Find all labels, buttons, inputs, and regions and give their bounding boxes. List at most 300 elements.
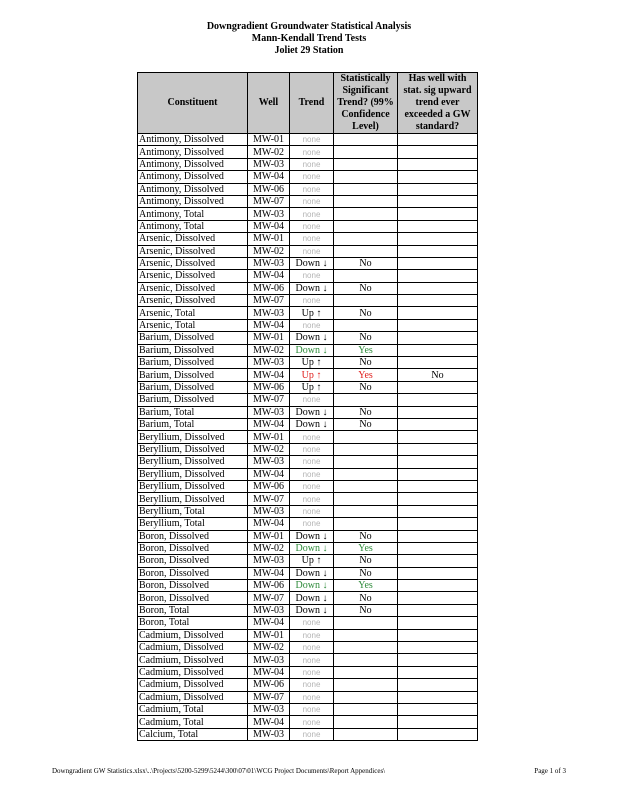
trend-cell: none xyxy=(290,431,334,443)
gw-exceeded-cell xyxy=(398,642,478,654)
trend-cell: Down ↓ xyxy=(290,406,334,418)
trend-cell: none xyxy=(290,158,334,170)
trend-cell: none xyxy=(290,270,334,282)
constituent-cell: Antimony, Dissolved xyxy=(138,171,248,183)
significance-cell xyxy=(334,456,398,468)
well-cell: MW-04 xyxy=(248,468,290,480)
significance-cell xyxy=(334,171,398,183)
trend-cell: none xyxy=(290,171,334,183)
constituent-cell: Boron, Total xyxy=(138,604,248,616)
well-cell: MW-04 xyxy=(248,418,290,430)
constituent-cell: Barium, Total xyxy=(138,406,248,418)
gw-exceeded-cell xyxy=(398,542,478,554)
trend-cell: none xyxy=(290,220,334,232)
table-row xyxy=(138,468,478,480)
table-row xyxy=(138,245,478,257)
significance-cell xyxy=(334,703,398,715)
constituent-cell: Boron, Dissolved xyxy=(138,530,248,542)
well-cell: MW-03 xyxy=(248,357,290,369)
constituent-cell: Arsenic, Dissolved xyxy=(138,257,248,269)
gw-exceeded-cell xyxy=(398,381,478,393)
table-row xyxy=(138,270,478,282)
trend-cell: none xyxy=(290,233,334,245)
constituent-cell: Antimony, Dissolved xyxy=(138,183,248,195)
gw-exceeded-cell xyxy=(398,691,478,703)
trend-cell: none xyxy=(290,195,334,207)
gw-exceeded-cell xyxy=(398,282,478,294)
gw-exceeded-cell xyxy=(398,505,478,517)
constituent-cell: Barium, Dissolved xyxy=(138,381,248,393)
well-cell: MW-02 xyxy=(248,344,290,356)
trend-cell: none xyxy=(290,394,334,406)
gw-exceeded-cell xyxy=(398,679,478,691)
significance-cell: No xyxy=(334,282,398,294)
table-row xyxy=(138,257,478,269)
well-cell: MW-02 xyxy=(248,443,290,455)
trend-cell: Up ↑ xyxy=(290,381,334,393)
trend-cell: none xyxy=(290,480,334,492)
trend-cell: Down ↓ xyxy=(290,530,334,542)
trend-cell: none xyxy=(290,319,334,331)
well-cell: MW-01 xyxy=(248,233,290,245)
constituent-cell: Beryllium, Dissolved xyxy=(138,456,248,468)
significance-cell xyxy=(334,146,398,158)
gw-exceeded-cell xyxy=(398,629,478,641)
well-cell: MW-01 xyxy=(248,134,290,146)
constituent-cell: Boron, Dissolved xyxy=(138,592,248,604)
constituent-cell: Barium, Dissolved xyxy=(138,394,248,406)
trend-cell: none xyxy=(290,691,334,703)
table-row xyxy=(138,183,478,195)
constituent-cell: Beryllium, Dissolved xyxy=(138,431,248,443)
significance-cell xyxy=(334,195,398,207)
table-row xyxy=(138,171,478,183)
gw-exceeded-cell xyxy=(398,208,478,220)
constituent-cell: Antimony, Dissolved xyxy=(138,146,248,158)
table-row xyxy=(138,604,478,616)
trend-cell: Down ↓ xyxy=(290,580,334,592)
significance-cell: Yes xyxy=(334,542,398,554)
well-cell: MW-01 xyxy=(248,332,290,344)
gw-exceeded-cell xyxy=(398,183,478,195)
constituent-cell: Cadmium, Dissolved xyxy=(138,642,248,654)
constituent-cell: Cadmium, Dissolved xyxy=(138,691,248,703)
col-header-trend: Trend xyxy=(290,73,334,134)
well-cell: MW-02 xyxy=(248,245,290,257)
significance-cell xyxy=(334,505,398,517)
table-row xyxy=(138,518,478,530)
table-row xyxy=(138,679,478,691)
gw-exceeded-cell xyxy=(398,580,478,592)
constituent-cell: Barium, Dissolved xyxy=(138,344,248,356)
trend-cell: none xyxy=(290,703,334,715)
significance-cell xyxy=(334,431,398,443)
well-cell: MW-01 xyxy=(248,530,290,542)
significance-cell xyxy=(334,518,398,530)
constituent-cell: Cadmium, Dissolved xyxy=(138,629,248,641)
trend-cell: Down ↓ xyxy=(290,282,334,294)
constituent-cell: Boron, Dissolved xyxy=(138,555,248,567)
significance-cell xyxy=(334,443,398,455)
gw-exceeded-cell xyxy=(398,158,478,170)
significance-cell: No xyxy=(334,406,398,418)
gw-exceeded-cell xyxy=(398,567,478,579)
gw-exceeded-cell xyxy=(398,666,478,678)
gw-exceeded-cell xyxy=(398,332,478,344)
well-cell: MW-06 xyxy=(248,183,290,195)
well-cell: MW-01 xyxy=(248,431,290,443)
significance-cell: No xyxy=(334,381,398,393)
gw-exceeded-cell xyxy=(398,220,478,232)
title-line-2: Mann-Kendall Trend Tests xyxy=(251,33,367,44)
significance-cell: No xyxy=(334,307,398,319)
well-cell: MW-07 xyxy=(248,592,290,604)
trend-cell: Up ↑ xyxy=(290,307,334,319)
gw-exceeded-cell xyxy=(398,344,478,356)
gw-exceeded-cell xyxy=(398,728,478,740)
constituent-cell: Arsenic, Dissolved xyxy=(138,245,248,257)
constituent-cell: Barium, Dissolved xyxy=(138,357,248,369)
table-row xyxy=(138,728,478,740)
significance-cell xyxy=(334,208,398,220)
gw-exceeded-cell xyxy=(398,604,478,616)
table-header-row xyxy=(138,73,478,134)
table-row xyxy=(138,332,478,344)
constituent-cell: Calcium, Total xyxy=(138,728,248,740)
significance-cell xyxy=(334,480,398,492)
gw-exceeded-cell xyxy=(398,555,478,567)
constituent-cell: Beryllium, Dissolved xyxy=(138,493,248,505)
table-row xyxy=(138,394,478,406)
significance-cell: No xyxy=(334,530,398,542)
gw-exceeded-cell xyxy=(398,134,478,146)
significance-cell: No xyxy=(334,555,398,567)
table-row xyxy=(138,406,478,418)
trend-cell: Down ↓ xyxy=(290,542,334,554)
table-row xyxy=(138,357,478,369)
well-cell: MW-01 xyxy=(248,629,290,641)
well-cell: MW-04 xyxy=(248,666,290,678)
well-cell: MW-04 xyxy=(248,270,290,282)
significance-cell: No xyxy=(334,604,398,616)
trend-cell: Down ↓ xyxy=(290,604,334,616)
constituent-cell: Beryllium, Total xyxy=(138,505,248,517)
col-header-well: Well xyxy=(248,73,290,134)
well-cell: MW-03 xyxy=(248,456,290,468)
trend-cell: Down ↓ xyxy=(290,592,334,604)
col-header-significant: Statistically Significant Trend? (99% Confidence Level) xyxy=(334,73,398,134)
trend-cell: none xyxy=(290,245,334,257)
table-row xyxy=(138,233,478,245)
well-cell: MW-07 xyxy=(248,195,290,207)
significance-cell: No xyxy=(334,257,398,269)
gw-exceeded-cell xyxy=(398,456,478,468)
col-header-exceeded: Has well with stat. sig upward trend ever exceeded a GW standard? xyxy=(398,73,478,134)
well-cell: MW-06 xyxy=(248,381,290,393)
title-line-1: Downgradient Groundwater Statistical Analysis xyxy=(206,21,412,32)
title-line-3: Joliet 29 Station xyxy=(274,45,344,56)
col-header-constituent: Constituent xyxy=(138,73,248,134)
trend-cell: Up ↑ xyxy=(290,357,334,369)
table-row xyxy=(138,654,478,666)
constituent-cell: Boron, Dissolved xyxy=(138,567,248,579)
gw-exceeded-cell xyxy=(398,146,478,158)
well-cell: MW-04 xyxy=(248,716,290,728)
trend-cell: none xyxy=(290,679,334,691)
trend-cell: none xyxy=(290,493,334,505)
constituent-cell: Beryllium, Total xyxy=(138,518,248,530)
gw-exceeded-cell xyxy=(398,443,478,455)
significance-cell xyxy=(334,220,398,232)
significance-cell xyxy=(334,295,398,307)
trend-cell: none xyxy=(290,468,334,480)
well-cell: MW-06 xyxy=(248,679,290,691)
well-cell: MW-07 xyxy=(248,493,290,505)
well-cell: MW-07 xyxy=(248,295,290,307)
table-row xyxy=(138,134,478,146)
constituent-cell: Antimony, Total xyxy=(138,220,248,232)
significance-cell xyxy=(334,233,398,245)
well-cell: MW-06 xyxy=(248,580,290,592)
gw-exceeded-cell xyxy=(398,270,478,282)
trend-cell: none xyxy=(290,518,334,530)
well-cell: MW-03 xyxy=(248,307,290,319)
well-cell: MW-04 xyxy=(248,171,290,183)
trend-cell: none xyxy=(290,617,334,629)
constituent-cell: Antimony, Dissolved xyxy=(138,195,248,207)
well-cell: MW-03 xyxy=(248,158,290,170)
table-row xyxy=(138,480,478,492)
well-cell: MW-03 xyxy=(248,604,290,616)
significance-cell xyxy=(334,728,398,740)
well-cell: MW-03 xyxy=(248,257,290,269)
trend-cell: none xyxy=(290,134,334,146)
well-cell: MW-07 xyxy=(248,691,290,703)
significance-cell xyxy=(334,493,398,505)
trend-cell: none xyxy=(290,208,334,220)
constituent-cell: Cadmium, Dissolved xyxy=(138,679,248,691)
trend-cell: Up ↑ xyxy=(290,555,334,567)
table-row xyxy=(138,369,478,381)
significance-cell xyxy=(334,245,398,257)
well-cell: MW-04 xyxy=(248,369,290,381)
gw-exceeded-cell xyxy=(398,257,478,269)
constituent-cell: Barium, Dissolved xyxy=(138,369,248,381)
significance-cell: No xyxy=(334,567,398,579)
gw-exceeded-cell xyxy=(398,654,478,666)
gw-exceeded-cell xyxy=(398,493,478,505)
table-row xyxy=(138,703,478,715)
table-row xyxy=(138,282,478,294)
table-row xyxy=(138,691,478,703)
well-cell: MW-03 xyxy=(248,406,290,418)
well-cell: MW-03 xyxy=(248,728,290,740)
table-row xyxy=(138,542,478,554)
significance-cell xyxy=(334,270,398,282)
table-row xyxy=(138,617,478,629)
constituent-cell: Boron, Dissolved xyxy=(138,542,248,554)
trend-cell: none xyxy=(290,456,334,468)
trend-cell: none xyxy=(290,295,334,307)
gw-exceeded-cell xyxy=(398,307,478,319)
well-cell: MW-06 xyxy=(248,282,290,294)
well-cell: MW-03 xyxy=(248,208,290,220)
trend-cell: none xyxy=(290,629,334,641)
trend-cell: none xyxy=(290,716,334,728)
trend-cell: none xyxy=(290,146,334,158)
table-row xyxy=(138,208,478,220)
significance-cell xyxy=(334,691,398,703)
constituent-cell: Antimony, Total xyxy=(138,208,248,220)
well-cell: MW-04 xyxy=(248,617,290,629)
constituent-cell: Arsenic, Dissolved xyxy=(138,233,248,245)
gw-exceeded-cell xyxy=(398,480,478,492)
trend-cell: Down ↓ xyxy=(290,257,334,269)
well-cell: MW-03 xyxy=(248,703,290,715)
gw-exceeded-cell xyxy=(398,468,478,480)
constituent-cell: Arsenic, Dissolved xyxy=(138,295,248,307)
gw-exceeded-cell xyxy=(398,592,478,604)
gw-exceeded-cell xyxy=(398,195,478,207)
trend-cell: Down ↓ xyxy=(290,344,334,356)
gw-exceeded-cell xyxy=(398,233,478,245)
table-row xyxy=(138,319,478,331)
significance-cell: No xyxy=(334,357,398,369)
significance-cell: No xyxy=(334,418,398,430)
significance-cell xyxy=(334,394,398,406)
well-cell: MW-04 xyxy=(248,319,290,331)
table-row xyxy=(138,456,478,468)
trend-cell: none xyxy=(290,642,334,654)
significance-cell xyxy=(334,716,398,728)
significance-cell xyxy=(334,629,398,641)
constituent-cell: Barium, Dissolved xyxy=(138,332,248,344)
gw-exceeded-cell xyxy=(398,431,478,443)
significance-cell xyxy=(334,679,398,691)
trend-cell: none xyxy=(290,443,334,455)
footer-file-path: Downgradient GW Statistics.xlsx\..\Projects\5200-5299\5244\300\07\01\WCG Project Documents\Report Appendices\ xyxy=(52,767,386,775)
significance-cell xyxy=(334,642,398,654)
table-row xyxy=(138,307,478,319)
constituent-cell: Arsenic, Total xyxy=(138,319,248,331)
table-row xyxy=(138,220,478,232)
table-row xyxy=(138,146,478,158)
table-row xyxy=(138,530,478,542)
footer-page-number: Page 1 of 3 xyxy=(534,767,566,775)
constituent-cell: Barium, Total xyxy=(138,418,248,430)
significance-cell: Yes xyxy=(334,344,398,356)
table-row xyxy=(138,567,478,579)
table-row xyxy=(138,716,478,728)
constituent-cell: Arsenic, Dissolved xyxy=(138,282,248,294)
gw-exceeded-cell xyxy=(398,245,478,257)
table-row xyxy=(138,580,478,592)
gw-exceeded-cell xyxy=(398,716,478,728)
well-cell: MW-03 xyxy=(248,654,290,666)
trend-cell: Down ↓ xyxy=(290,418,334,430)
trend-cell: Down ↓ xyxy=(290,332,334,344)
well-cell: MW-02 xyxy=(248,642,290,654)
table-row xyxy=(138,344,478,356)
gw-exceeded-cell xyxy=(398,406,478,418)
gw-exceeded-cell xyxy=(398,518,478,530)
significance-cell xyxy=(334,617,398,629)
table-row xyxy=(138,381,478,393)
significance-cell xyxy=(334,319,398,331)
table-row xyxy=(138,592,478,604)
table-body xyxy=(138,134,478,741)
significance-cell xyxy=(334,183,398,195)
gw-exceeded-cell xyxy=(398,418,478,430)
table-row xyxy=(138,431,478,443)
constituent-cell: Boron, Dissolved xyxy=(138,580,248,592)
trend-cell: none xyxy=(290,666,334,678)
well-cell: MW-03 xyxy=(248,505,290,517)
constituent-cell: Cadmium, Dissolved xyxy=(138,666,248,678)
table-row xyxy=(138,642,478,654)
gw-exceeded-cell xyxy=(398,171,478,183)
well-cell: MW-07 xyxy=(248,394,290,406)
trend-cell: Up ↑ xyxy=(290,369,334,381)
table-row xyxy=(138,195,478,207)
constituent-cell: Antimony, Dissolved xyxy=(138,134,248,146)
table-row xyxy=(138,555,478,567)
report-title xyxy=(0,21,618,57)
gw-exceeded-cell xyxy=(398,703,478,715)
significance-cell: No xyxy=(334,592,398,604)
gw-exceeded-cell xyxy=(398,319,478,331)
gw-exceeded-cell: No xyxy=(398,369,478,381)
gw-exceeded-cell xyxy=(398,530,478,542)
trend-cell: Down ↓ xyxy=(290,567,334,579)
constituent-cell: Cadmium, Total xyxy=(138,716,248,728)
constituent-cell: Boron, Total xyxy=(138,617,248,629)
table-row xyxy=(138,443,478,455)
constituent-cell: Cadmium, Total xyxy=(138,703,248,715)
constituent-cell: Beryllium, Dissolved xyxy=(138,480,248,492)
significance-cell xyxy=(334,468,398,480)
constituent-cell: Beryllium, Dissolved xyxy=(138,468,248,480)
constituent-cell: Beryllium, Dissolved xyxy=(138,443,248,455)
significance-cell xyxy=(334,666,398,678)
significance-cell xyxy=(334,134,398,146)
gw-exceeded-cell xyxy=(398,295,478,307)
constituent-cell: Antimony, Dissolved xyxy=(138,158,248,170)
well-cell: MW-04 xyxy=(248,567,290,579)
well-cell: MW-04 xyxy=(248,518,290,530)
table-row xyxy=(138,158,478,170)
well-cell: MW-02 xyxy=(248,542,290,554)
well-cell: MW-06 xyxy=(248,480,290,492)
significance-cell: No xyxy=(334,332,398,344)
significance-cell: Yes xyxy=(334,369,398,381)
trend-cell: none xyxy=(290,183,334,195)
significance-cell xyxy=(334,654,398,666)
constituent-cell: Cadmium, Dissolved xyxy=(138,654,248,666)
trend-cell: none xyxy=(290,728,334,740)
significance-cell xyxy=(334,158,398,170)
gw-exceeded-cell xyxy=(398,617,478,629)
table-row xyxy=(138,493,478,505)
gw-exceeded-cell xyxy=(398,394,478,406)
gw-exceeded-cell xyxy=(398,357,478,369)
table-row xyxy=(138,505,478,517)
table-row xyxy=(138,666,478,678)
constituent-cell: Arsenic, Total xyxy=(138,307,248,319)
well-cell: MW-03 xyxy=(248,555,290,567)
significance-cell: Yes xyxy=(334,580,398,592)
trend-table xyxy=(137,72,478,741)
